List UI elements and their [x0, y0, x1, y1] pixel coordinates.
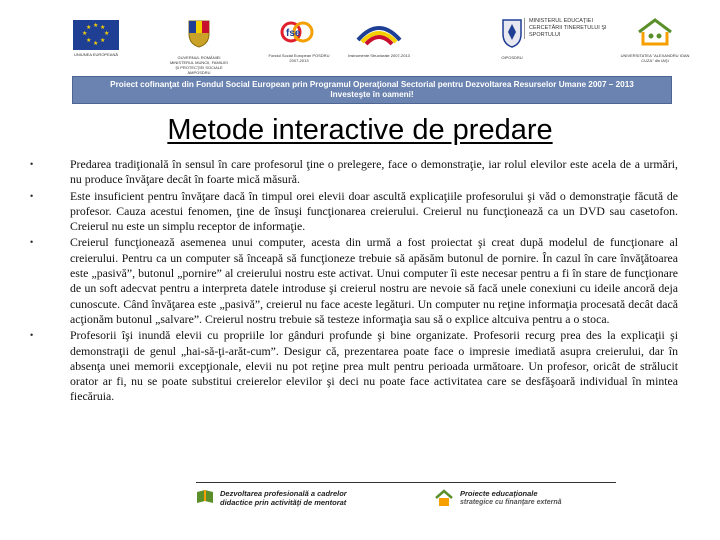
footer-right [434, 489, 562, 507]
coat-of-arms-icon [186, 18, 212, 48]
university-logo [620, 18, 690, 63]
footer-left-line-1: Dezvoltarea profesională a cadrelor [220, 489, 347, 498]
fse-icon [279, 18, 319, 46]
book-icon [196, 489, 214, 505]
logo-caption: OIPOSDRU [501, 55, 523, 60]
eu-flag-icon: ★ ★ ★ ★ ★ ★ ★ ★ [73, 20, 119, 50]
romania-government-logo [168, 18, 230, 75]
project-banner [72, 76, 672, 104]
logo-caption: Instrumente Structurale 2007-2013 [348, 53, 410, 58]
logo-caption: Fondul Social European POSDRU 2007-2013 [268, 53, 330, 63]
list-item [30, 189, 678, 235]
header-logos [60, 18, 710, 73]
svg-text:fse: fse [286, 28, 301, 39]
list-item [30, 235, 678, 327]
list-item-text: Este insuficient pentru învăţare dacă în timpul orei elevii doar ascultă explicaţiile profesorului şi văd o demonstraţie făcută de profesor. Cauza acestui fenomen, ţine de însuşi funcţionarea creierului. Creierul nu funcţionează ca un DVD sau casetofon. Creierul nu este un simplu receptor de informaţie. [70, 188, 678, 234]
ministry-crest [500, 18, 524, 60]
house-people-icon [635, 18, 675, 46]
structural-instruments-icon [354, 18, 404, 46]
footer-left-line-2: didactice prin activităţi de mentorat [220, 498, 347, 507]
list-item-text: Creierul funcţionează asemenea unui computer, acesta din urmă a fost proiectat şi creat după modelul de funcţionare al creierului. Pentru ca un computer să înceapă să funcţioneze trebuie să apăsăm butonul de pornire. În cazul în care învăţătoarea este „pasivă”, butonul „pornire” al creierului nostru este activat. Unui computer îi este necesar pentru a fi în stare de funcţionare de un soft adecvat pentru a interpreta datele introduse şi creierul nostru are nevoie să facă unele conexiuni cu ideile ancoră deja cunoscute. Când învăţarea este „pasivă”, creierul nu face aceste legături. Un computer nu reţine informaţia procesată decât dacă acţionăm butonul „salvare”. Creierul nostru trebuie să testeze informaţia sau să o explice altcuiva pentru a o stoca. [70, 235, 678, 326]
logo-caption: UNIUNEA EUROPEANĂ [73, 52, 118, 57]
eu-flag-logo [68, 18, 124, 57]
footer [196, 482, 616, 522]
footer-right-line-2: strategice cu finanţare externă [460, 499, 562, 506]
footer-right-line-1: Proiecte educaţionale [460, 489, 538, 498]
banner-line-1: Proiect cofinanţat din Fondul Social European prin Programul Operaţional Sectorial pentru Dezvoltarea Resurselor Umane 2007 – 2013 [110, 80, 634, 89]
bullet-icon: • [30, 237, 34, 248]
banner-line-2: Investeşte în oameni! [330, 90, 414, 99]
logo-caption: GUVERNUL ROMÂNIEI MINISTERUL MUNCII, FAMILIEI ŞI PROTECŢIEI SOCIALE AMPOSDRU [169, 55, 229, 75]
ministry-logo [500, 18, 610, 60]
bullet-icon: • [30, 330, 34, 341]
list-item-text: Profesorii îşi inundă elevii cu propriile lor gânduri profunde şi bine organizate. Profesorii recurg prea des la explicaţii şi demonstraţii de genul „hai-să-ţi-arăt-cum”. Desigur că, prezentarea poate face o impresie imediată asupra creierului, dar în absenţa unei memorii excepţionale, elevii nu pot reţine prea mult pentru perioada următoare. Un profesor, oricât de strălucit orator ar fi, nu se poate substitui creierelor elevilor şi deci nu poate face activitatea care se desfăşoară individual în mintea fiecăruia. [70, 328, 678, 404]
house-icon [434, 489, 454, 507]
list-item-text: Predarea tradiţională în sensul în care profesorul ţine o prelegere, face o demonstraţie, iar rolul elevilor este acela de a urmări, nu produce învăţare decât în foarte mică măsură. [70, 157, 678, 187]
footer-left [196, 489, 347, 507]
instrumente-structurale-logo [346, 18, 412, 58]
crest-icon [500, 18, 524, 48]
logo-caption: UNIVERSITATEA "ALEXANDRU IOAN CUZA" din IAŞI [620, 53, 690, 63]
list-item [30, 157, 678, 188]
fse-logo [268, 18, 330, 63]
ministry-name: MINISTERUL EDUCAŢIEI CERCETĂRII TINERETULUI ŞI SPORTULUI [524, 18, 610, 39]
list-item [30, 328, 678, 404]
bullet-icon: • [30, 159, 34, 169]
bullet-list [30, 157, 678, 406]
footer-divider [196, 482, 616, 483]
page-title: Metode interactive de predare [167, 114, 553, 146]
bullet-icon: • [30, 190, 34, 201]
